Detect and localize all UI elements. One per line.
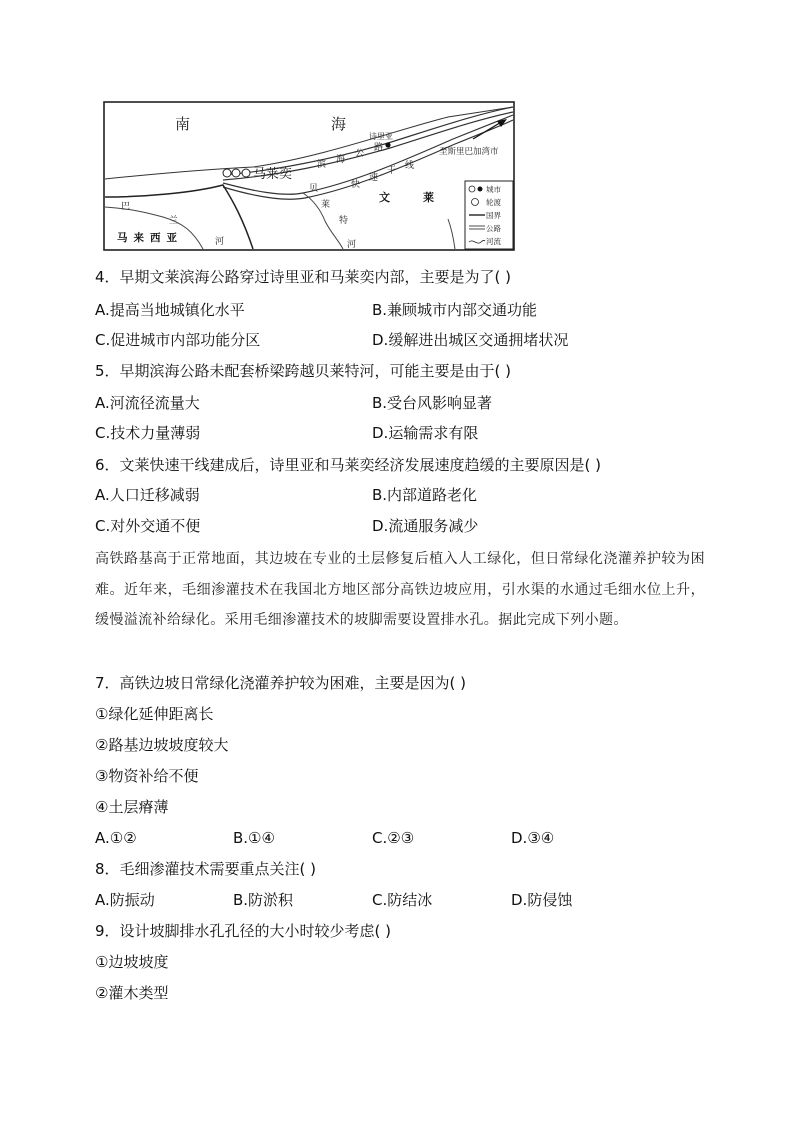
map-label-baram-1: 巴: [121, 202, 131, 212]
map-frame: [104, 102, 514, 250]
map-label-baram-2: 兰: [169, 216, 179, 226]
question-7-item-1: ①绿化延伸距离长: [95, 705, 214, 723]
question-6-option-a[interactable]: A.人口迁移减弱: [95, 486, 200, 504]
map-label-exp-3: 干: [387, 166, 397, 176]
map-label-road-1: 滨: [317, 160, 327, 170]
map-legend: [465, 181, 513, 249]
question-4-option-b[interactable]: B.兼顾城市内部交通功能: [372, 301, 538, 319]
question-9-item-2: ②灌木类型: [95, 984, 169, 1002]
map-label-sea-2: 海: [331, 115, 347, 133]
question-4-stem: 4．早期文莱滨海公路穿过诗里亚和马莱奕内部，主要是为了( ): [95, 268, 512, 286]
map-label-baram-3: 河: [215, 237, 225, 247]
question-6-option-b[interactable]: B.内部道路老化: [372, 486, 478, 504]
map-label-road-4: 路: [374, 143, 384, 153]
map-label-exp-2: 速: [369, 173, 379, 183]
question-5-option-b[interactable]: B.受台风影响显著: [372, 394, 493, 412]
legend-river: 河流: [486, 237, 501, 246]
question-7-item-2: ②路基边坡坡度较大: [95, 736, 229, 754]
map-label-belait-4: 河: [347, 240, 357, 250]
question-6-option-c[interactable]: C.对外交通不便: [95, 517, 201, 535]
map-label-belait-2: 莱: [321, 200, 331, 210]
question-7-item-3: ③物资补给不便: [95, 767, 199, 785]
ferry-icon-2: [232, 169, 240, 177]
question-8-option-d[interactable]: D.防侵蚀: [511, 891, 573, 909]
question-5-option-d[interactable]: D.运输需求有限: [372, 424, 479, 442]
map-label-to-bsb: 至斯里巴加湾市: [439, 147, 499, 157]
reading-passage: 高铁路基高于正常地面，其边坡在专业的土层修复后植入人工绿化，但日常绿化浇灌养护较为困难。近年来，毛细渗灌技术在我国北方地区部分高铁边坡应用，引水渠的水通过毛细水位上升，缓慢溢流补给绿化。采用毛细渗灌技术的坡脚需要设置排水孔。据此完成下列小题。: [95, 551, 705, 628]
question-6-stem: 6．文莱快速干线建成后，诗里亚和马莱奕经济发展速度趋缓的主要原因是( ): [95, 456, 602, 474]
city-seria-marker: [385, 142, 390, 147]
map-label-seria: 诗里亚: [369, 132, 393, 141]
legend-border: 国界: [486, 211, 501, 220]
question-6-option-d[interactable]: D.流通服务减少: [372, 517, 479, 535]
question-8-option-c[interactable]: C.防结冰: [372, 891, 433, 909]
brunei-coastal-road-map: [103, 101, 515, 251]
question-5-option-a[interactable]: A.河流径流量大: [95, 394, 200, 412]
question-4-option-a[interactable]: A.提高当地城镇化水平: [95, 301, 245, 319]
question-7-item-4: ④土层瘠薄: [95, 798, 169, 816]
question-7-stem: 7．高铁边坡日常绿化浇灌养护较为困难，主要是因为( ): [95, 674, 467, 692]
question-4-option-d[interactable]: D.缓解进出城区交通拥堵状况: [372, 331, 569, 349]
legend-ferry: 轮渡: [486, 198, 501, 207]
question-9-item-1: ①边坡坡度: [95, 953, 169, 971]
legend-road: 公路: [486, 224, 501, 233]
question-7-option-d[interactable]: D.③④: [511, 829, 555, 847]
map-label-exp-4: 线: [405, 161, 415, 171]
map-label-road-3: 公: [355, 149, 365, 159]
city-kuala-belait-marker: [242, 169, 250, 177]
map-label-brunei-1: 文: [379, 191, 390, 204]
question-5-stem: 5．早期滨海公路未配套桥梁跨越贝莱特河，可能主要是由于( ): [95, 362, 512, 380]
map-label-road-2: 海: [336, 155, 346, 165]
question-7-option-a[interactable]: A.①②: [95, 829, 137, 847]
map-label-belait-3: 特: [339, 216, 349, 226]
map-label-kuala-belait: 马莱奕: [253, 167, 293, 182]
question-9-stem: 9．设计坡脚排水孔孔径的大小时较少考虑( ): [95, 922, 392, 940]
question-4-option-c[interactable]: C.促进城市内部功能分区: [95, 331, 261, 349]
map-svg: [103, 101, 515, 251]
ferry-icon-1: [223, 169, 231, 177]
question-7-option-c[interactable]: C.②③: [372, 829, 415, 847]
map-label-malaysia: 马来西亚: [117, 232, 183, 244]
question-8-option-a[interactable]: A.防振动: [95, 891, 155, 909]
question-7-option-b[interactable]: B.①④: [233, 829, 275, 847]
map-label-exp-1: 快: [351, 180, 361, 190]
question-5-option-c[interactable]: C.技术力量薄弱: [95, 424, 201, 442]
map-label-belait-1: 贝: [309, 184, 319, 194]
question-8-option-b[interactable]: B.防淤积: [233, 891, 294, 909]
map-label-sea-1: 南: [175, 115, 191, 133]
map-label-brunei-2: 莱: [423, 191, 434, 204]
legend-city: 城市: [486, 185, 501, 194]
question-8-stem: 8．毛细渗灌技术需要重点关注( ): [95, 860, 317, 878]
